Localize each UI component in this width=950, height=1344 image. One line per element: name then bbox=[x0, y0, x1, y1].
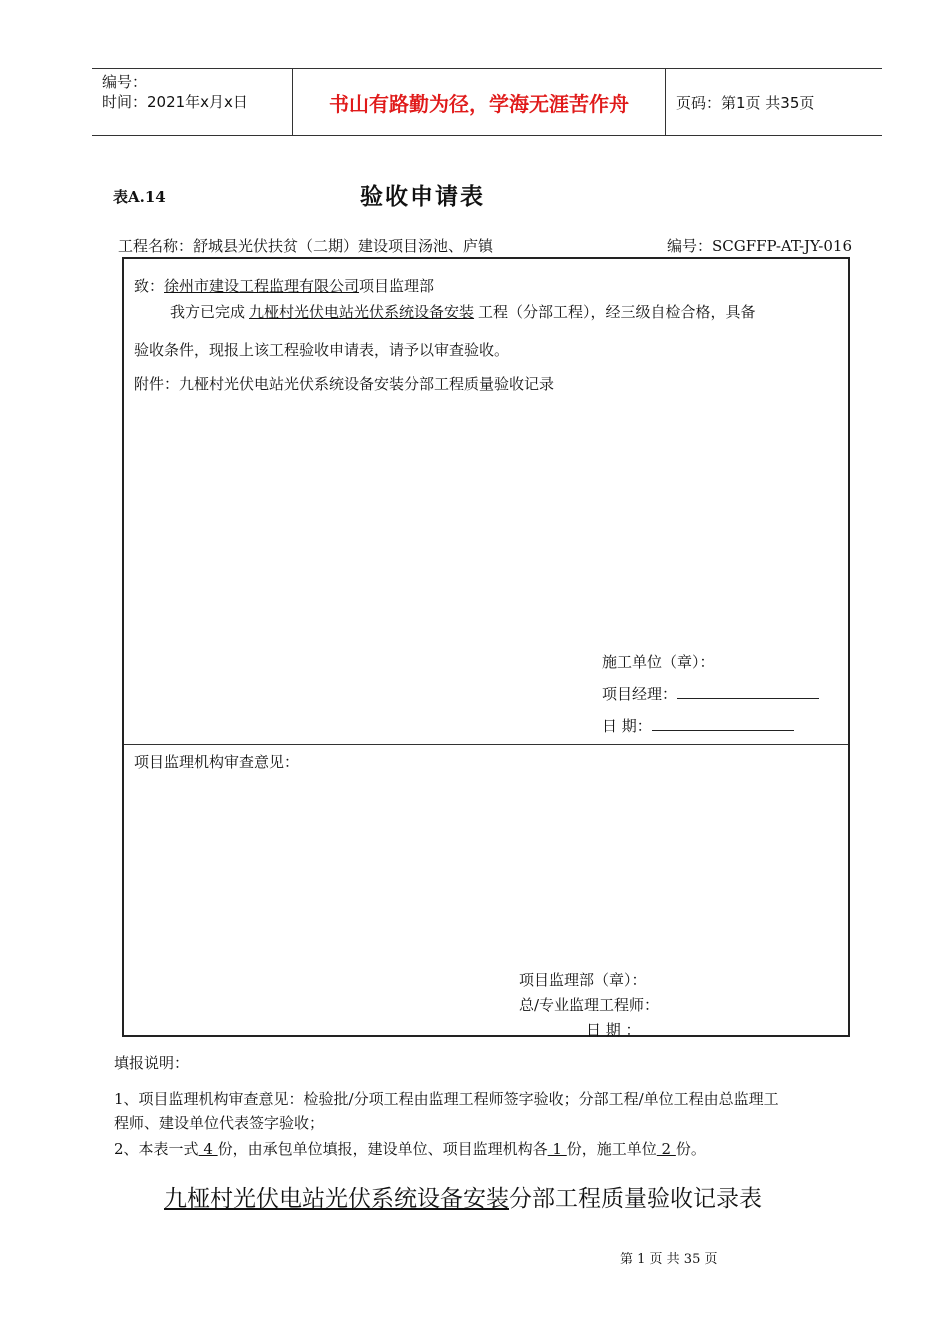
project-manager-signature-line bbox=[677, 684, 819, 699]
application-box bbox=[122, 257, 850, 1037]
addressee bbox=[134, 275, 434, 296]
page-title: 验收申请表 bbox=[360, 184, 485, 210]
contractor-date-line bbox=[652, 716, 794, 731]
header-time: 时间：2021年x月x日 bbox=[102, 93, 248, 111]
form-code: 表A.14 bbox=[113, 188, 166, 206]
notes-item2-c: 份，施工单位 bbox=[566, 1140, 657, 1158]
header-slogan: 书山有路勤为径，学海无涯苦作舟 bbox=[293, 69, 666, 135]
contractor-date-sign bbox=[602, 715, 794, 736]
attachment-line: 附件：九桠村光伏电站光伏系统设备安装分部工程质量验收记录 bbox=[134, 375, 555, 393]
application-body-line2: 验收条件，现报上该工程验收申请表，请予以审查验收。 bbox=[134, 341, 510, 359]
addressee-company: 徐州市建设工程监理有限公司 bbox=[164, 277, 360, 295]
project-name: 工程名称：舒城县光伏扶贫（二期）建设项目汤池、庐镇 bbox=[118, 237, 494, 255]
project-manager-label: 项目经理： bbox=[602, 685, 678, 703]
form-serial: 编号：SCGFFP-AT-JY-016 bbox=[667, 237, 853, 255]
notes-item1-line1: 1、项目监理机构审查意见：检验批/分项工程由监理工程师签字验收；分部工程/单位工程由总监理工 bbox=[114, 1090, 779, 1108]
section-divider bbox=[124, 744, 848, 745]
contractor-date-label: 日 期： bbox=[602, 717, 652, 735]
notes-copies-each: 1 bbox=[547, 1140, 567, 1158]
body-prefix: 我方已完成 bbox=[170, 303, 246, 321]
supervision-seal-label: 项目监理部（章）： bbox=[519, 971, 647, 989]
notes-item2 bbox=[114, 1138, 706, 1159]
record-title-underlined: 九桠村光伏电站光伏系统设备安装 bbox=[164, 1186, 509, 1212]
notes-heading: 填报说明： bbox=[114, 1054, 190, 1072]
project-manager-sign bbox=[602, 683, 819, 704]
record-title bbox=[164, 1180, 762, 1213]
review-heading: 项目监理机构审查意见： bbox=[134, 753, 300, 771]
notes-copies-total: 4 bbox=[198, 1140, 218, 1158]
addressee-suffix: 项目监理部 bbox=[359, 277, 435, 295]
notes-item2-a: 2、本表一式 bbox=[114, 1140, 199, 1158]
header-meta bbox=[92, 69, 293, 135]
record-title-rest: 分部工程质量验收记录表 bbox=[509, 1186, 762, 1212]
application-body-line1 bbox=[170, 301, 756, 322]
notes-item2-b: 份，由承包单位填报，建设单位、项目监理机构各 bbox=[217, 1140, 548, 1158]
notes-copies-contractor: 2 bbox=[656, 1140, 676, 1158]
header-number: 编号： bbox=[102, 73, 148, 91]
header-table bbox=[92, 68, 882, 136]
notes-item1-line2: 程师、建设单位代表签字验收； bbox=[114, 1114, 325, 1132]
supervision-engineer-label: 总/专业监理工程师： bbox=[519, 996, 660, 1014]
body-mid: 工程（分部工程），经三级自检合格，具备 bbox=[478, 303, 756, 321]
supervision-date-label: 日 期 ： bbox=[586, 1021, 641, 1039]
notes-item2-d: 份。 bbox=[675, 1140, 706, 1158]
page-footer: 第 1 页 共 35 页 bbox=[620, 1252, 718, 1267]
contractor-seal-label: 施工单位（章）： bbox=[602, 653, 715, 671]
body-work-name: 九桠村光伏电站光伏系统设备安装 bbox=[249, 303, 475, 321]
addressee-prefix: 致： bbox=[134, 277, 165, 295]
header-page: 页码：第1页 共35页 bbox=[676, 93, 815, 112]
